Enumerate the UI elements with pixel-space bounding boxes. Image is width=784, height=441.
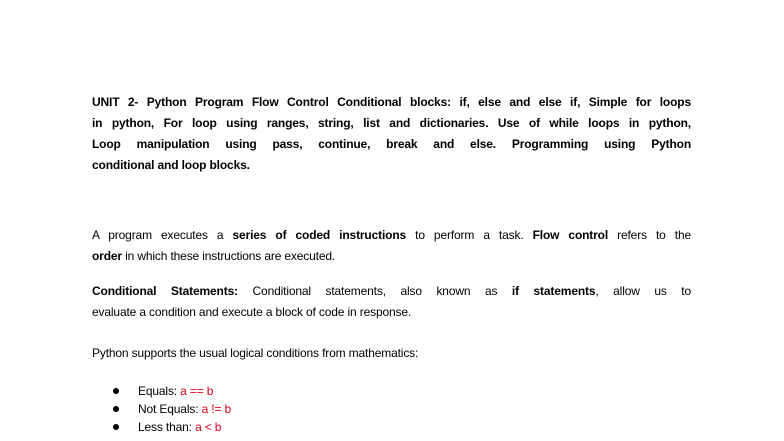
bold-text: series of coded instructions: [232, 228, 407, 242]
text-line: [92, 343, 691, 364]
text-line: [92, 113, 691, 134]
condition-code: a != b: [201, 402, 232, 416]
bullet-icon: [113, 388, 119, 394]
list-item: [110, 418, 231, 436]
text: in which these instructions are executed.: [121, 249, 336, 263]
list-item: [110, 382, 231, 400]
bold-text: Conditional Statements:: [92, 284, 238, 298]
bullet-icon: [113, 424, 119, 430]
paragraph-flow-control: [92, 225, 691, 267]
text-line: [92, 302, 691, 323]
condition-label: Not Equals:: [138, 402, 202, 416]
bold-text: if statements: [511, 284, 596, 298]
bold-text: conditional and loop blocks.: [92, 158, 250, 172]
text-line: [92, 225, 691, 246]
paragraph-logical-conditions: [92, 343, 691, 364]
text: Conditional statements, also known as: [237, 284, 512, 298]
conditions-list: [110, 382, 231, 436]
bold-text: order: [92, 249, 122, 263]
bullet-icon: [113, 406, 119, 412]
bold-text: UNIT 2- Python Program Flow Control Conditional blocks: if, else and else if, Simple for loops: [92, 95, 691, 109]
text: A program executes a: [92, 228, 233, 242]
list-item: [110, 400, 231, 418]
condition-code: a == b: [180, 384, 214, 398]
condition-label: Equals:: [138, 384, 181, 398]
paragraph-conditional-statements: [92, 281, 691, 323]
text: refers to the: [608, 228, 692, 242]
text: , allow us to: [595, 284, 691, 298]
text: evaluate a condition and execute a block of code in response.: [92, 305, 412, 319]
heading-block: [92, 92, 691, 176]
text-line: [92, 246, 691, 267]
text: Python supports the usual logical conditions from mathematics:: [92, 346, 419, 360]
text-line: [92, 134, 691, 155]
condition-code: a < b: [195, 420, 222, 434]
text-line: [92, 155, 691, 176]
text-line: [92, 281, 691, 302]
bold-text: Loop manipulation using pass, continue, break and else. Programming using Python: [92, 137, 691, 151]
text-line: [92, 92, 691, 113]
bold-text: Flow control: [532, 228, 609, 242]
text: to perform a task.: [406, 228, 533, 242]
condition-label: Less than:: [138, 420, 196, 434]
bold-text: in python, For loop using ranges, string, list and dictionaries. Use of while loops in python,: [92, 116, 691, 130]
